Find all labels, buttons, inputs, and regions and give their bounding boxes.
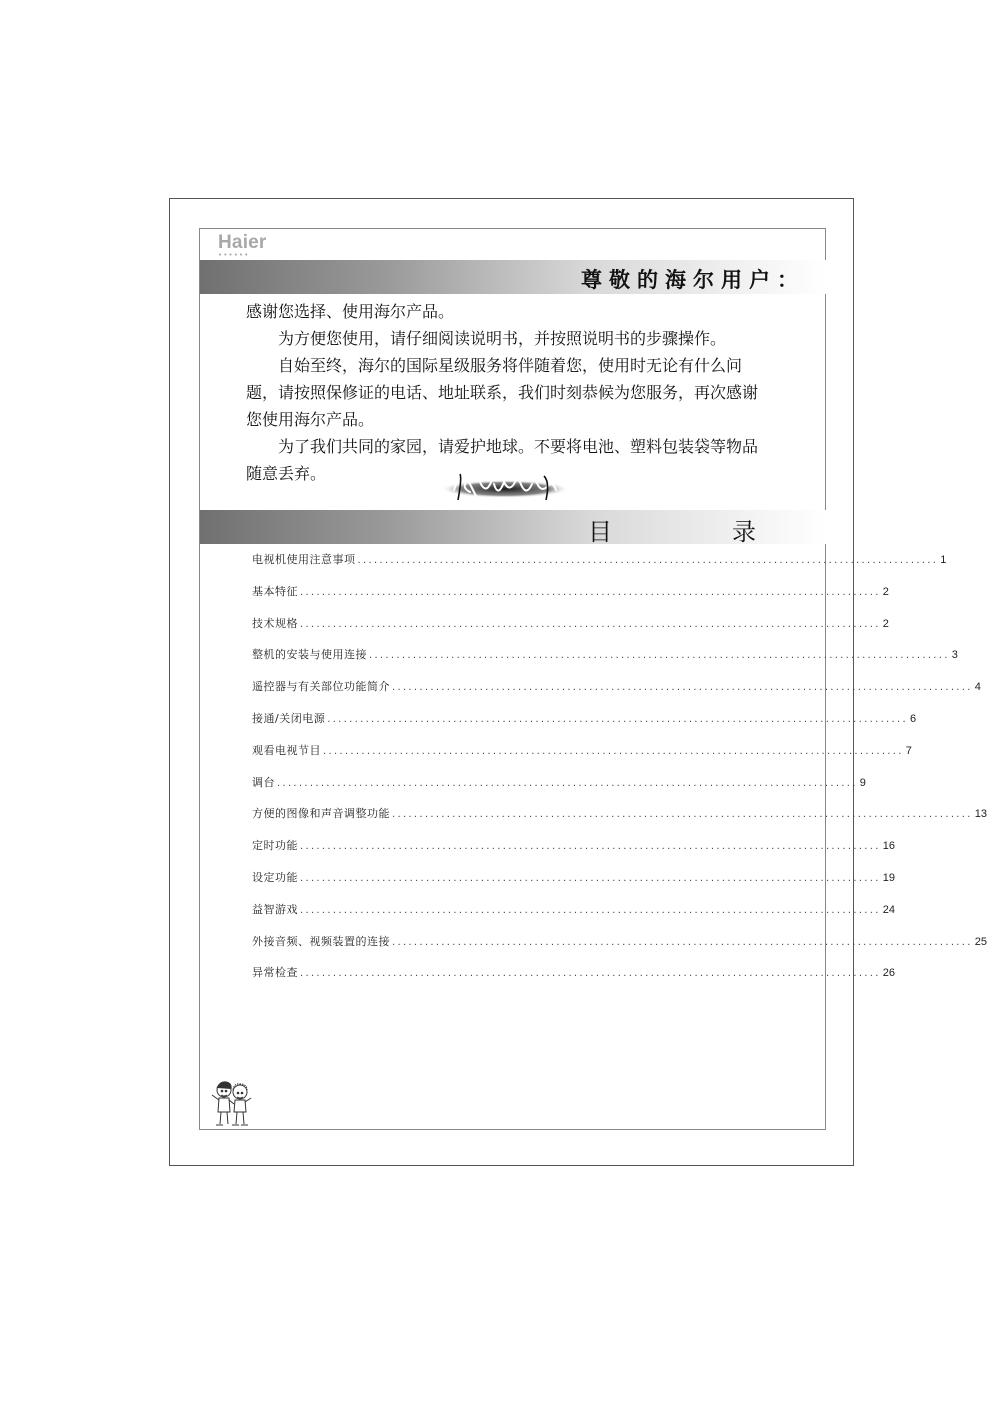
- toc-leader-dots: ..........................................................................................................: [300, 968, 881, 980]
- intro-paragraph: 为方便您使用，请仔细阅读说明书，并按照说明书的步骤操作。: [278, 329, 727, 348]
- toc-leader-dots: ..........................................................................................................: [369, 650, 950, 662]
- toc-entry-page: 16: [882, 840, 895, 853]
- logo-text: Haier: [218, 232, 267, 253]
- toc-entry-label: 遥控器与有关部位功能简介: [252, 680, 390, 694]
- toc-entry: [252, 869, 895, 901]
- toc-entry-page: 2: [882, 585, 889, 598]
- toc-leader-dots: ..........................................................................................................: [300, 618, 881, 630]
- toc-entry-label: 调台: [252, 775, 275, 789]
- toc-entry: [252, 551, 947, 583]
- intro-paragraph: 为了我们共同的家园，请爱护地球。不要将电池、塑料包装袋等物品随意丢弃。: [246, 437, 759, 483]
- toc-leader-dots: ..........................................................................................................: [277, 777, 858, 789]
- toc-entry-page: 7: [905, 744, 912, 757]
- haier-brothers-mascot-image: [210, 1078, 254, 1128]
- toc-entry-page: 4: [974, 681, 981, 694]
- toc-entry-label: 方便的图像和声音调整功能: [252, 807, 390, 821]
- toc-entry: [252, 933, 987, 965]
- toc-entry: [252, 583, 889, 615]
- greeting-title: 尊敬的海尔用户：: [581, 268, 805, 292]
- toc-leader-dots: ..........................................................................................................: [300, 872, 881, 884]
- toc-entry-page: 25: [974, 935, 987, 948]
- toc-entry-page: 9: [859, 776, 866, 789]
- toc-entry: [252, 646, 958, 678]
- toc-leader-dots: ..........................................................................................................: [392, 682, 973, 694]
- toc-entry-label: 电视机使用注意事项: [252, 553, 356, 566]
- toc-entry-page: 19: [882, 871, 895, 884]
- brush-signature-image: [440, 470, 570, 506]
- table-of-contents: [252, 551, 987, 996]
- toc-entry: [252, 964, 895, 996]
- intro-text: [246, 298, 766, 487]
- signature-graphic: [440, 470, 570, 506]
- toc-entry-page: 3: [951, 649, 958, 662]
- toc-leader-dots: ..........................................................................................................: [323, 745, 904, 757]
- toc-entry-label: 接通/关闭电源: [252, 711, 326, 725]
- toc-heading-char: 目: [588, 518, 612, 546]
- toc-entry: [252, 837, 895, 869]
- mascot-graphic: [210, 1078, 254, 1128]
- haier-logo: [218, 234, 278, 258]
- toc-entry-label: 观看电视节目: [252, 743, 321, 757]
- toc-entry-label: 技术规格: [252, 616, 298, 630]
- toc-entry-page: 13: [974, 808, 987, 821]
- toc-entry: [252, 710, 917, 742]
- toc-entry-page: 6: [909, 712, 917, 725]
- toc-entry-page: 24: [882, 903, 895, 916]
- toc-entry-label: 益智游戏: [252, 902, 298, 916]
- logo-dots: ••••••: [218, 251, 250, 259]
- toc-entry: [252, 774, 866, 806]
- toc-entry: [252, 678, 981, 710]
- toc-entry: [252, 805, 987, 837]
- toc-leader-dots: ..........................................................................................................: [392, 809, 973, 821]
- toc-leader-dots: ..........................................................................................................: [327, 713, 908, 725]
- intro-paragraph: 感谢您选择、使用海尔产品。: [246, 302, 455, 321]
- toc-leader-dots: ..........................................................................................................: [300, 586, 881, 598]
- toc-entry-label: 异常检查: [252, 966, 298, 980]
- toc-entry: [252, 615, 889, 647]
- toc-entry-page: 2: [882, 617, 889, 630]
- toc-entry-label: 整机的安装与使用连接: [252, 648, 367, 662]
- toc-entry-label: 基本特征: [252, 584, 298, 598]
- toc-entry-label: 外接音频、视频装置的连接: [252, 934, 390, 948]
- toc-leader-dots: ..........................................................................................................: [300, 841, 881, 853]
- toc-entry-label: 设定功能: [252, 870, 298, 884]
- toc-leader-dots: ..........................................................................................................: [392, 936, 973, 948]
- toc-heading-char: 录: [732, 518, 756, 546]
- toc-leader-dots: ..........................................................................................................: [300, 904, 881, 916]
- toc-entry: [252, 901, 895, 933]
- toc-entry-page: 26: [882, 967, 895, 980]
- toc-entry: [252, 742, 912, 774]
- toc-entry-page: 1: [940, 554, 947, 566]
- toc-leader-dots: ..........................................................................................................: [357, 555, 939, 566]
- intro-paragraph: 自始至终，海尔的国际星级服务将伴随着您，使用时无论有什么问题，请按照保修证的电话、地址联系，我们时刻恭候为您服务，再次感谢您使用海尔产品。: [246, 356, 759, 429]
- toc-entry-label: 定时功能: [252, 839, 298, 853]
